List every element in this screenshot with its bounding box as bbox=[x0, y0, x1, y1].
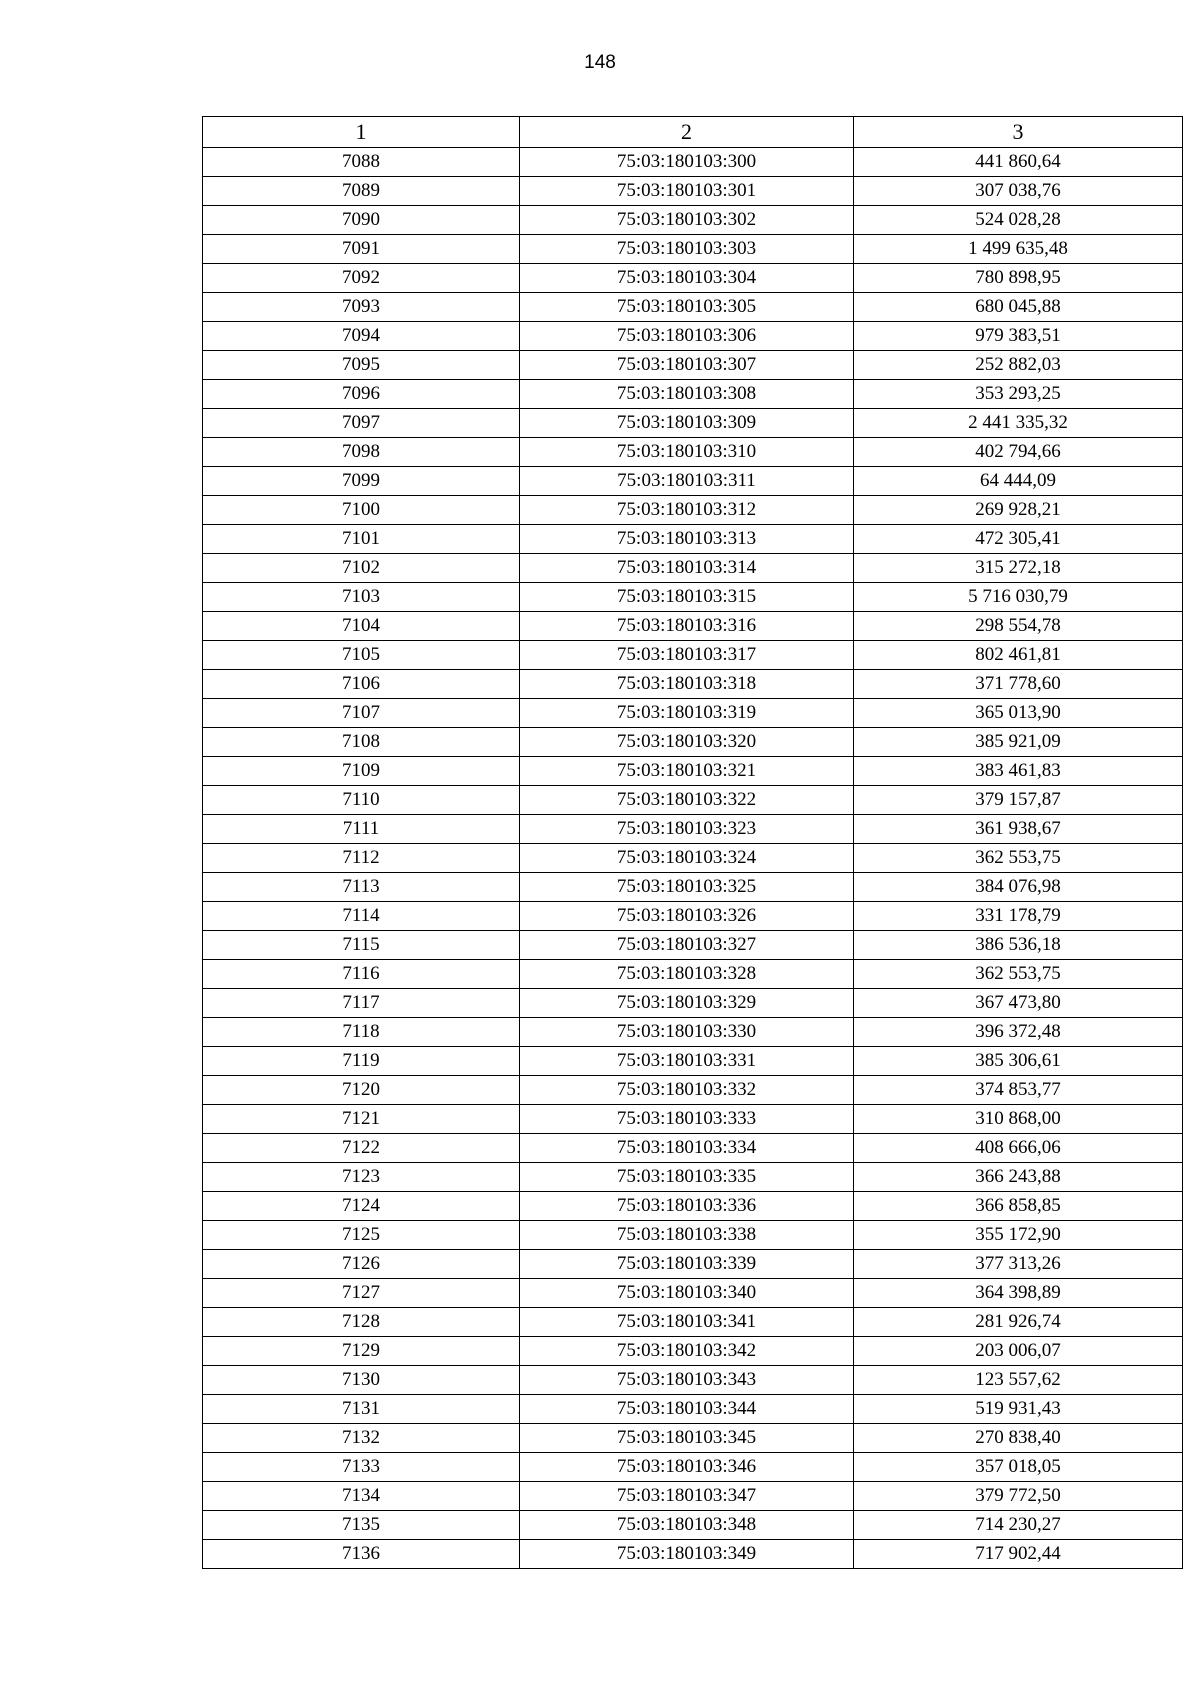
value-cell: 780 898,95 bbox=[854, 264, 1183, 293]
value-cell: 364 398,89 bbox=[854, 1279, 1183, 1308]
row-number-cell: 7127 bbox=[203, 1279, 520, 1308]
cadastral-number-cell: 75:03:180103:333 bbox=[520, 1105, 854, 1134]
table-row bbox=[203, 1163, 1183, 1192]
value-cell: 524 028,28 bbox=[854, 206, 1183, 235]
table-row bbox=[203, 235, 1183, 264]
value-cell: 331 178,79 bbox=[854, 902, 1183, 931]
data-table bbox=[202, 116, 1183, 1569]
value-cell: 386 536,18 bbox=[854, 931, 1183, 960]
table-row bbox=[203, 641, 1183, 670]
value-cell: 64 444,09 bbox=[854, 467, 1183, 496]
table-row bbox=[203, 728, 1183, 757]
value-cell: 383 461,83 bbox=[854, 757, 1183, 786]
row-number-cell: 7106 bbox=[203, 670, 520, 699]
row-number-cell: 7098 bbox=[203, 438, 520, 467]
table-row bbox=[203, 1337, 1183, 1366]
row-number-cell: 7122 bbox=[203, 1134, 520, 1163]
table-body bbox=[203, 148, 1183, 1569]
table-row bbox=[203, 1134, 1183, 1163]
value-cell: 714 230,27 bbox=[854, 1511, 1183, 1540]
column-header-2: 2 bbox=[520, 117, 854, 148]
table-row bbox=[203, 177, 1183, 206]
cadastral-number-cell: 75:03:180103:317 bbox=[520, 641, 854, 670]
table-row bbox=[203, 612, 1183, 641]
cadastral-number-cell: 75:03:180103:346 bbox=[520, 1453, 854, 1482]
value-cell: 281 926,74 bbox=[854, 1308, 1183, 1337]
row-number-cell: 7131 bbox=[203, 1395, 520, 1424]
value-cell: 362 553,75 bbox=[854, 844, 1183, 873]
table-header bbox=[203, 117, 1183, 148]
column-header-3: 3 bbox=[854, 117, 1183, 148]
value-cell: 367 473,80 bbox=[854, 989, 1183, 1018]
table-row bbox=[203, 1250, 1183, 1279]
value-cell: 717 902,44 bbox=[854, 1540, 1183, 1569]
table-row bbox=[203, 1279, 1183, 1308]
table-row bbox=[203, 583, 1183, 612]
cadastral-number-cell: 75:03:180103:341 bbox=[520, 1308, 854, 1337]
value-cell: 680 045,88 bbox=[854, 293, 1183, 322]
cadastral-number-cell: 75:03:180103:326 bbox=[520, 902, 854, 931]
row-number-cell: 7116 bbox=[203, 960, 520, 989]
value-cell: 5 716 030,79 bbox=[854, 583, 1183, 612]
cadastral-number-cell: 75:03:180103:307 bbox=[520, 351, 854, 380]
value-cell: 402 794,66 bbox=[854, 438, 1183, 467]
cadastral-number-cell: 75:03:180103:318 bbox=[520, 670, 854, 699]
row-number-cell: 7114 bbox=[203, 902, 520, 931]
row-number-cell: 7091 bbox=[203, 235, 520, 264]
row-number-cell: 7134 bbox=[203, 1482, 520, 1511]
value-cell: 366 858,85 bbox=[854, 1192, 1183, 1221]
row-number-cell: 7110 bbox=[203, 786, 520, 815]
cadastral-number-cell: 75:03:180103:338 bbox=[520, 1221, 854, 1250]
value-cell: 357 018,05 bbox=[854, 1453, 1183, 1482]
value-cell: 396 372,48 bbox=[854, 1018, 1183, 1047]
value-cell: 203 006,07 bbox=[854, 1337, 1183, 1366]
cadastral-number-cell: 75:03:180103:335 bbox=[520, 1163, 854, 1192]
cadastral-number-cell: 75:03:180103:306 bbox=[520, 322, 854, 351]
value-cell: 379 157,87 bbox=[854, 786, 1183, 815]
table-row bbox=[203, 380, 1183, 409]
table-row bbox=[203, 525, 1183, 554]
row-number-cell: 7096 bbox=[203, 380, 520, 409]
row-number-cell: 7107 bbox=[203, 699, 520, 728]
row-number-cell: 7120 bbox=[203, 1076, 520, 1105]
value-cell: 355 172,90 bbox=[854, 1221, 1183, 1250]
row-number-cell: 7089 bbox=[203, 177, 520, 206]
value-cell: 310 868,00 bbox=[854, 1105, 1183, 1134]
row-number-cell: 7112 bbox=[203, 844, 520, 873]
table-row bbox=[203, 1047, 1183, 1076]
table-row bbox=[203, 1453, 1183, 1482]
table-row bbox=[203, 1105, 1183, 1134]
table-row bbox=[203, 206, 1183, 235]
value-cell: 374 853,77 bbox=[854, 1076, 1183, 1105]
table-row bbox=[203, 409, 1183, 438]
cadastral-number-cell: 75:03:180103:309 bbox=[520, 409, 854, 438]
cadastral-number-cell: 75:03:180103:319 bbox=[520, 699, 854, 728]
page-number: 148 bbox=[584, 52, 616, 73]
row-number-cell: 7105 bbox=[203, 641, 520, 670]
table-row bbox=[203, 1018, 1183, 1047]
row-number-cell: 7123 bbox=[203, 1163, 520, 1192]
cadastral-number-cell: 75:03:180103:316 bbox=[520, 612, 854, 641]
value-cell: 362 553,75 bbox=[854, 960, 1183, 989]
cadastral-number-cell: 75:03:180103:344 bbox=[520, 1395, 854, 1424]
row-number-cell: 7099 bbox=[203, 467, 520, 496]
cadastral-number-cell: 75:03:180103:305 bbox=[520, 293, 854, 322]
cadastral-number-cell: 75:03:180103:304 bbox=[520, 264, 854, 293]
table-row bbox=[203, 438, 1183, 467]
table-row bbox=[203, 264, 1183, 293]
table-row bbox=[203, 467, 1183, 496]
cadastral-number-cell: 75:03:180103:339 bbox=[520, 1250, 854, 1279]
cadastral-number-cell: 75:03:180103:340 bbox=[520, 1279, 854, 1308]
row-number-cell: 7090 bbox=[203, 206, 520, 235]
value-cell: 269 928,21 bbox=[854, 496, 1183, 525]
value-cell: 2 441 335,32 bbox=[854, 409, 1183, 438]
table-row bbox=[203, 1221, 1183, 1250]
cadastral-number-cell: 75:03:180103:331 bbox=[520, 1047, 854, 1076]
cadastral-number-cell: 75:03:180103:329 bbox=[520, 989, 854, 1018]
row-number-cell: 7097 bbox=[203, 409, 520, 438]
value-cell: 270 838,40 bbox=[854, 1424, 1183, 1453]
row-number-cell: 7121 bbox=[203, 1105, 520, 1134]
table-row bbox=[203, 699, 1183, 728]
cadastral-number-cell: 75:03:180103:321 bbox=[520, 757, 854, 786]
table-row bbox=[203, 1308, 1183, 1337]
cadastral-number-cell: 75:03:180103:343 bbox=[520, 1366, 854, 1395]
cadastral-number-cell: 75:03:180103:324 bbox=[520, 844, 854, 873]
table-row bbox=[203, 960, 1183, 989]
cadastral-number-cell: 75:03:180103:312 bbox=[520, 496, 854, 525]
value-cell: 252 882,03 bbox=[854, 351, 1183, 380]
value-cell: 315 272,18 bbox=[854, 554, 1183, 583]
value-cell: 408 666,06 bbox=[854, 1134, 1183, 1163]
table-row bbox=[203, 902, 1183, 931]
row-number-cell: 7135 bbox=[203, 1511, 520, 1540]
table-row bbox=[203, 1192, 1183, 1221]
row-number-cell: 7130 bbox=[203, 1366, 520, 1395]
value-cell: 366 243,88 bbox=[854, 1163, 1183, 1192]
cadastral-number-cell: 75:03:180103:327 bbox=[520, 931, 854, 960]
table-row bbox=[203, 554, 1183, 583]
cadastral-number-cell: 75:03:180103:336 bbox=[520, 1192, 854, 1221]
cadastral-number-cell: 75:03:180103:320 bbox=[520, 728, 854, 757]
row-number-cell: 7118 bbox=[203, 1018, 520, 1047]
value-cell: 441 860,64 bbox=[854, 148, 1183, 177]
table-row bbox=[203, 1395, 1183, 1424]
table-row bbox=[203, 1540, 1183, 1569]
value-cell: 371 778,60 bbox=[854, 670, 1183, 699]
value-cell: 519 931,43 bbox=[854, 1395, 1183, 1424]
table-row bbox=[203, 815, 1183, 844]
value-cell: 385 921,09 bbox=[854, 728, 1183, 757]
row-number-cell: 7117 bbox=[203, 989, 520, 1018]
value-cell: 123 557,62 bbox=[854, 1366, 1183, 1395]
table-row bbox=[203, 1076, 1183, 1105]
table-row bbox=[203, 1511, 1183, 1540]
cadastral-number-cell: 75:03:180103:330 bbox=[520, 1018, 854, 1047]
table-row bbox=[203, 670, 1183, 699]
table-row bbox=[203, 844, 1183, 873]
row-number-cell: 7095 bbox=[203, 351, 520, 380]
table-row bbox=[203, 989, 1183, 1018]
row-number-cell: 7129 bbox=[203, 1337, 520, 1366]
table-row bbox=[203, 1424, 1183, 1453]
table-row bbox=[203, 757, 1183, 786]
table-row bbox=[203, 496, 1183, 525]
row-number-cell: 7093 bbox=[203, 293, 520, 322]
cadastral-number-cell: 75:03:180103:332 bbox=[520, 1076, 854, 1105]
row-number-cell: 7111 bbox=[203, 815, 520, 844]
cadastral-number-cell: 75:03:180103:334 bbox=[520, 1134, 854, 1163]
value-cell: 379 772,50 bbox=[854, 1482, 1183, 1511]
row-number-cell: 7101 bbox=[203, 525, 520, 554]
cadastral-number-cell: 75:03:180103:301 bbox=[520, 177, 854, 206]
row-number-cell: 7115 bbox=[203, 931, 520, 960]
cadastral-number-cell: 75:03:180103:303 bbox=[520, 235, 854, 264]
row-number-cell: 7113 bbox=[203, 873, 520, 902]
value-cell: 353 293,25 bbox=[854, 380, 1183, 409]
cadastral-number-cell: 75:03:180103:308 bbox=[520, 380, 854, 409]
row-number-cell: 7092 bbox=[203, 264, 520, 293]
cadastral-number-cell: 75:03:180103:322 bbox=[520, 786, 854, 815]
value-cell: 472 305,41 bbox=[854, 525, 1183, 554]
row-number-cell: 7128 bbox=[203, 1308, 520, 1337]
row-number-cell: 7103 bbox=[203, 583, 520, 612]
table-row bbox=[203, 293, 1183, 322]
cadastral-number-cell: 75:03:180103:302 bbox=[520, 206, 854, 235]
cadastral-number-cell: 75:03:180103:310 bbox=[520, 438, 854, 467]
value-cell: 298 554,78 bbox=[854, 612, 1183, 641]
cadastral-number-cell: 75:03:180103:348 bbox=[520, 1511, 854, 1540]
value-cell: 307 038,76 bbox=[854, 177, 1183, 206]
value-cell: 377 313,26 bbox=[854, 1250, 1183, 1279]
cadastral-number-cell: 75:03:180103:325 bbox=[520, 873, 854, 902]
row-number-cell: 7108 bbox=[203, 728, 520, 757]
value-cell: 1 499 635,48 bbox=[854, 235, 1183, 264]
row-number-cell: 7133 bbox=[203, 1453, 520, 1482]
row-number-cell: 7119 bbox=[203, 1047, 520, 1076]
header-row bbox=[203, 117, 1183, 148]
row-number-cell: 7109 bbox=[203, 757, 520, 786]
table-row bbox=[203, 873, 1183, 902]
table-row bbox=[203, 1366, 1183, 1395]
cadastral-number-cell: 75:03:180103:311 bbox=[520, 467, 854, 496]
cadastral-number-cell: 75:03:180103:313 bbox=[520, 525, 854, 554]
row-number-cell: 7136 bbox=[203, 1540, 520, 1569]
table-row bbox=[203, 786, 1183, 815]
row-number-cell: 7102 bbox=[203, 554, 520, 583]
row-number-cell: 7088 bbox=[203, 148, 520, 177]
row-number-cell: 7132 bbox=[203, 1424, 520, 1453]
cadastral-number-cell: 75:03:180103:342 bbox=[520, 1337, 854, 1366]
table-row bbox=[203, 351, 1183, 380]
table-row bbox=[203, 1482, 1183, 1511]
row-number-cell: 7100 bbox=[203, 496, 520, 525]
row-number-cell: 7126 bbox=[203, 1250, 520, 1279]
row-number-cell: 7094 bbox=[203, 322, 520, 351]
cadastral-number-cell: 75:03:180103:328 bbox=[520, 960, 854, 989]
cadastral-number-cell: 75:03:180103:315 bbox=[520, 583, 854, 612]
row-number-cell: 7104 bbox=[203, 612, 520, 641]
value-cell: 365 013,90 bbox=[854, 699, 1183, 728]
value-cell: 979 383,51 bbox=[854, 322, 1183, 351]
cadastral-number-cell: 75:03:180103:347 bbox=[520, 1482, 854, 1511]
value-cell: 384 076,98 bbox=[854, 873, 1183, 902]
table-row bbox=[203, 931, 1183, 960]
table-row bbox=[203, 148, 1183, 177]
value-cell: 802 461,81 bbox=[854, 641, 1183, 670]
column-header-1: 1 bbox=[203, 117, 520, 148]
cadastral-number-cell: 75:03:180103:323 bbox=[520, 815, 854, 844]
cadastral-number-cell: 75:03:180103:314 bbox=[520, 554, 854, 583]
row-number-cell: 7125 bbox=[203, 1221, 520, 1250]
cadastral-number-cell: 75:03:180103:349 bbox=[520, 1540, 854, 1569]
cadastral-number-cell: 75:03:180103:300 bbox=[520, 148, 854, 177]
row-number-cell: 7124 bbox=[203, 1192, 520, 1221]
value-cell: 385 306,61 bbox=[854, 1047, 1183, 1076]
value-cell: 361 938,67 bbox=[854, 815, 1183, 844]
cadastral-number-cell: 75:03:180103:345 bbox=[520, 1424, 854, 1453]
table-row bbox=[203, 322, 1183, 351]
